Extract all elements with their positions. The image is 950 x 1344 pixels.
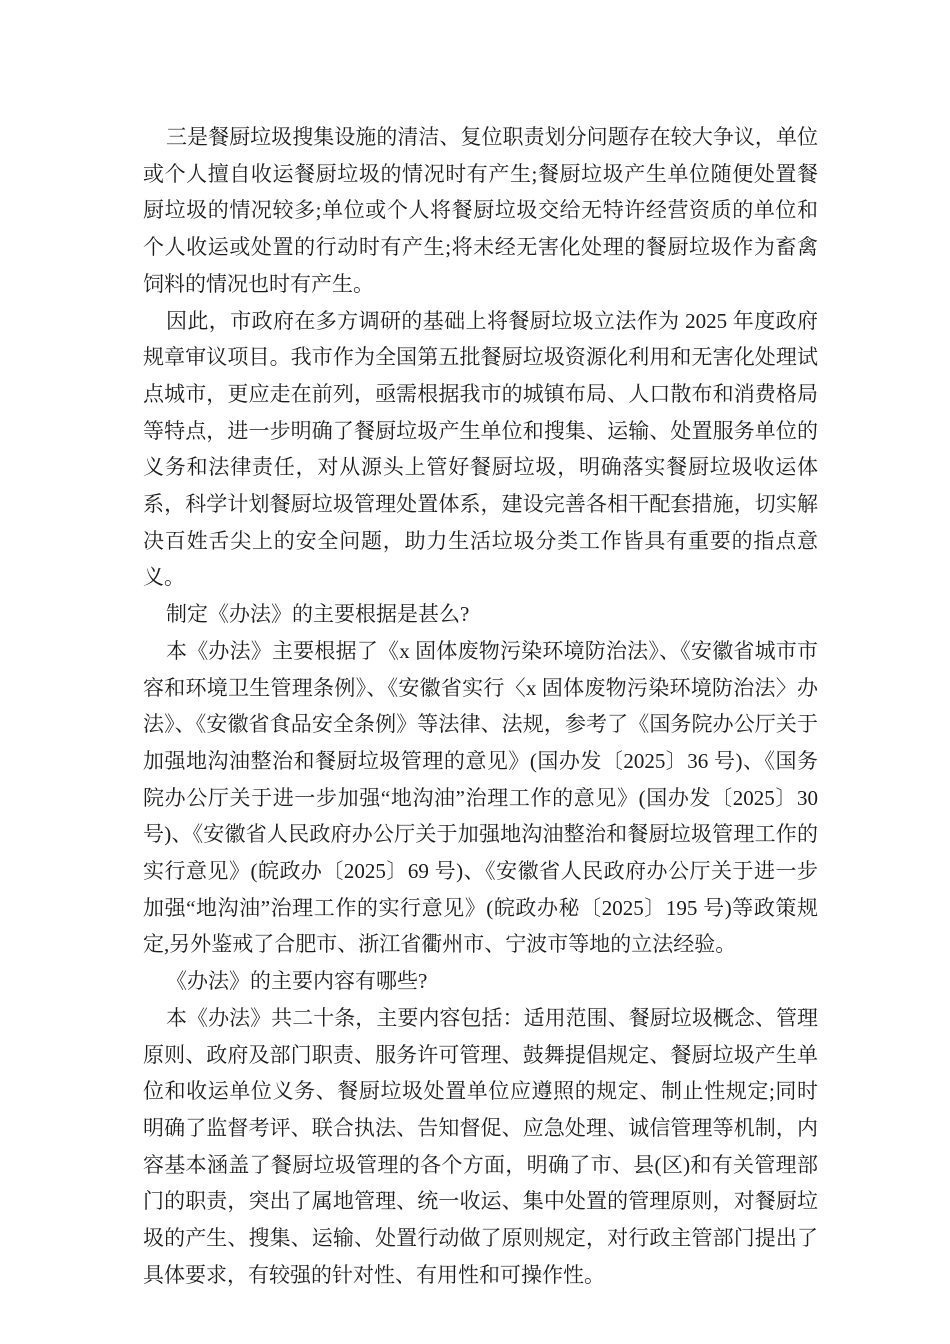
question-main-content: 《办法》的主要内容有哪些? [166,969,428,994]
question-legal-basis: 制定《办法》的主要根据是甚么? [166,602,470,627]
paragraph-issues: 三是餐厨垃圾搜集设施的清洁、复位职责划分问题存在较大争议，单位或个人擅自收运餐厨垃圾的情况时有产生;餐厨垃圾产生单位随便处置餐厨垃圾的情况较多;单位或个人将餐厨垃圾交给无特许经营资质的单位和个人收运或处置的行动时有产生;将未经无害化处理的餐厨垃圾作为畜禽饲料的情况也时有产生。 [143,125,818,296]
paragraph-legislation-background: 因此，市政府在多方调研的基础上将餐厨垃圾立法作为 2025 年度政府规章审议项目。我市作为全国第五批餐厨垃圾资源化利用和无害化处理试点城市，更应走在前列，亟需根据我市的城镇布局、人口散布和消费格局等特点，进一步明确了餐厨垃圾产生单位和搜集、运输、处置服务单位的义务和法律责任，对从源头上管好餐厨垃圾，明确落实餐厨垃圾收运体系，科学计划餐厨垃圾管理处置体系，建设完善各相干配套措施，切实解决百姓舌尖上的安全问题，助力生活垃圾分类工作皆具有重要的指点意义。 [143,308,818,590]
paragraph-legal-basis: 本《办法》主要根据了《x 固体废物污染环境防治法》、《安徽省城市市容和环境卫生管理条例》、《安徽省实行〈x 固体废物污染环境防治法〉办法》、《安徽省食品安全条例》等法律、法规，参考了《国务院办公厅关于加强地沟油整治和餐厨垃圾管理的意见》(国办发〔2025〕36 号)、《国务院办公厅关于进一步加强“地沟油”治理工作的意见》(国办发〔2025〕30 号)、《安徽省人民政府办公厅关于加强地沟油整治和餐厨垃圾管理工作的实行意见》(皖政办〔2025〕69 号)、《安徽省人民政府办公厅关于进一步加强“地沟油”治理工作的实行意见》(皖政办秘〔2025〕195 号)等政策规定,另外鉴戒了合肥市、浙江省衢州市、宁波市等地的立法经验。 [143,638,818,957]
paragraph-main-content: 本《办法》共二十条，主要内容包括：适用范围、餐厨垃圾概念、管理原则、政府及部门职责、服务许可管理、鼓舞提倡规定、餐厨垃圾产生单位和收运单位义务、餐厨垃圾处置单位应遵照的规定、制止性规定;同时明确了监督考评、联合执法、告知督促、应急处理、诚信管理等机制，内容基本涵盖了餐厨垃圾管理的各个方面，明确了市、县(区)和有关管理部门的职责，突出了属地管理、统一收运、集中处置的管理原则，对餐厨垃圾的产生、搜集、运输、处置行动做了原则规定，对行政主管部门提出了具体要求，有较强的针对性、有用性和可操作性。 [143,1005,818,1287]
